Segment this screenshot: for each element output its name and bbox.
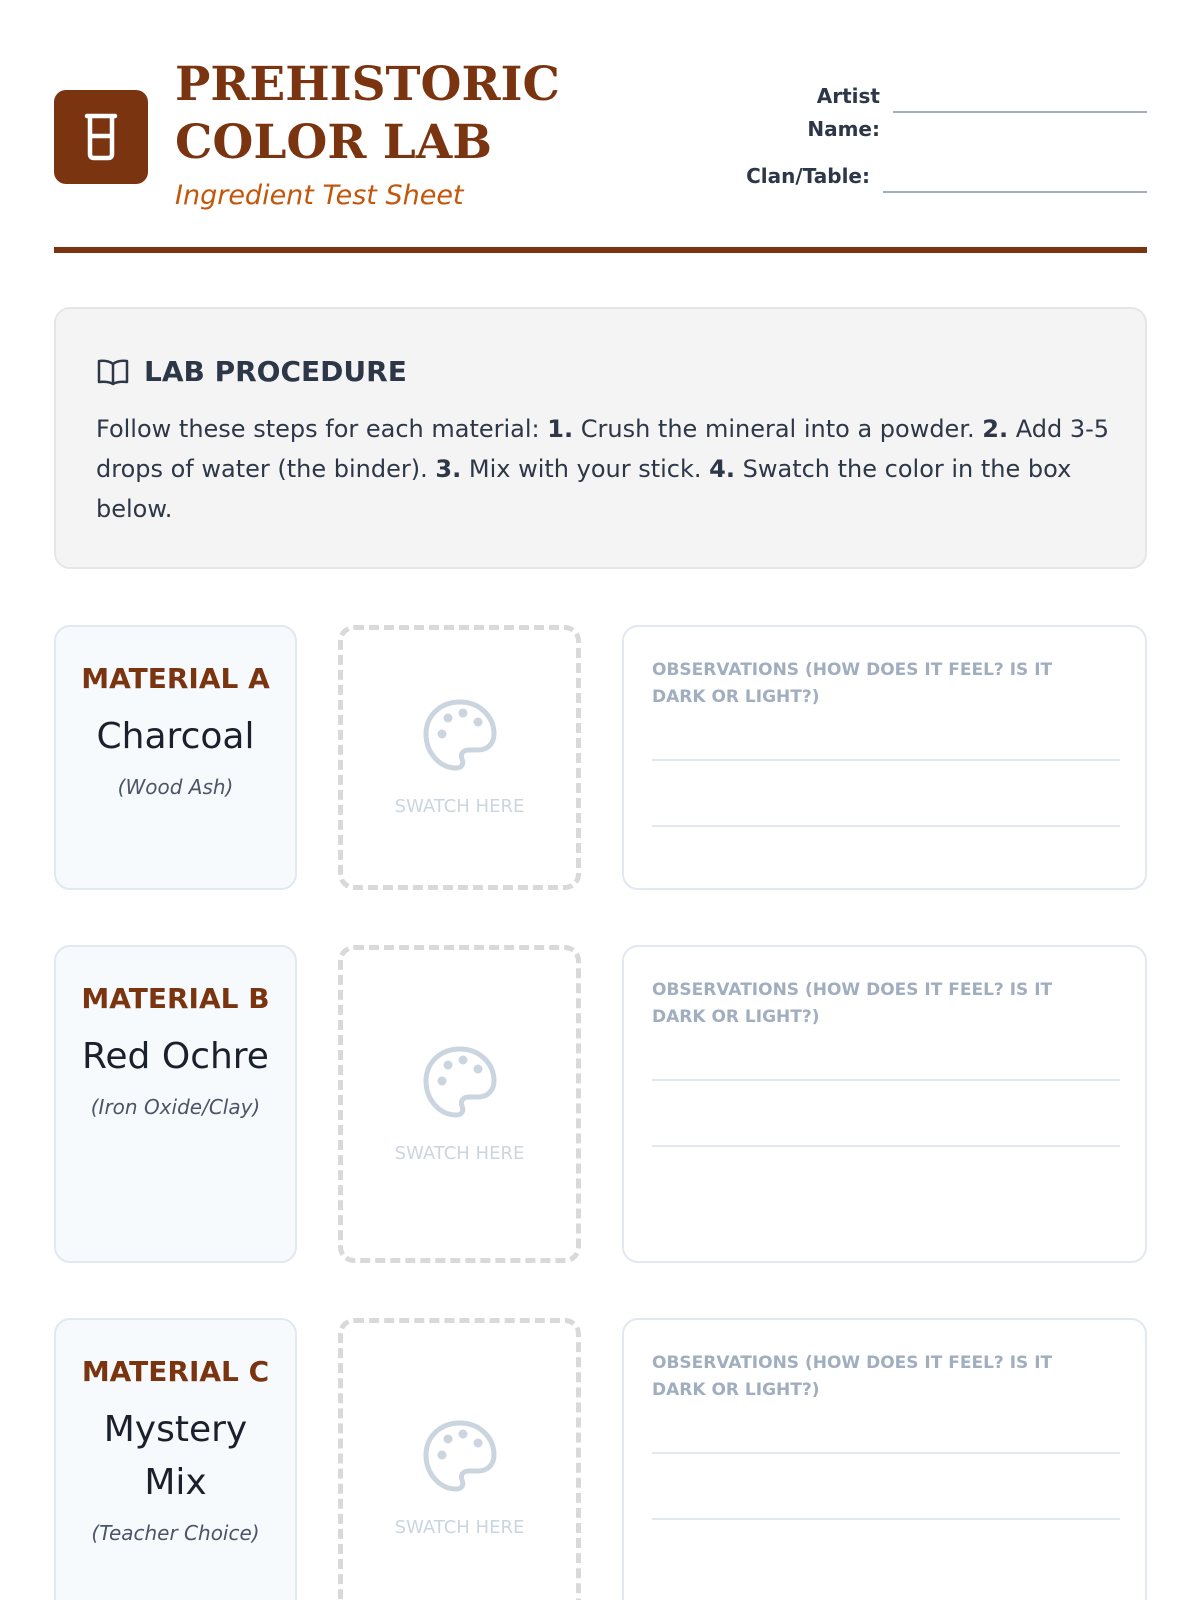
step-text: Add 3-5 drops of water (the binder).: [96, 415, 1110, 483]
swatch-box-b[interactable]: [338, 945, 581, 1263]
writing-line[interactable]: [652, 1452, 1120, 1454]
step-number: 1.: [547, 415, 574, 443]
material-source: (Iron Oxide/Clay): [90, 1095, 261, 1119]
book-icon: [96, 358, 130, 386]
material-id: MATERIAL C: [81, 1355, 270, 1388]
observations-box-c[interactable]: [622, 1318, 1147, 1600]
page-subtitle: Ingredient Test Sheet: [175, 180, 464, 211]
material-name: Charcoal: [96, 716, 255, 757]
swatch-box-a[interactable]: [338, 625, 581, 890]
material-card-c: [54, 1318, 297, 1600]
material-id: MATERIAL A: [81, 662, 270, 695]
clan-table-field[interactable]: [883, 191, 1147, 193]
page-title: PREHISTORIC COLOR LAB: [175, 57, 560, 170]
artist-name-label: Artist Name:: [807, 84, 880, 141]
swatch-box-c[interactable]: [338, 1318, 581, 1600]
step-number: 4.: [709, 455, 735, 483]
step-number: 2.: [982, 415, 1009, 443]
clan-table-label: Clan/Table:: [746, 164, 870, 188]
observations-label: OBSERVATIONS (HOW DOES IT FEEL? IS IT DARK OR LIGHT?): [652, 660, 1053, 707]
material-card-a: [54, 625, 297, 890]
swatch-label: SWATCH HERE: [394, 1516, 525, 1538]
writing-line[interactable]: [652, 759, 1120, 761]
step-text: Mix with your stick.: [468, 455, 702, 483]
material-id: MATERIAL B: [81, 982, 270, 1015]
material-name: Red Ochre: [82, 1036, 269, 1077]
artist-name-field[interactable]: [893, 111, 1147, 113]
palette-icon: [422, 1419, 498, 1493]
procedure-title: LAB PROCEDURE: [144, 355, 407, 388]
writing-line[interactable]: [652, 1079, 1120, 1081]
observations-label: OBSERVATIONS (HOW DOES IT FEEL? IS IT DARK OR LIGHT?): [652, 1353, 1053, 1400]
writing-line[interactable]: [652, 1518, 1120, 1520]
palette-icon: [422, 1045, 498, 1119]
material-source: (Wood Ash): [117, 775, 234, 799]
procedure-box: [54, 307, 1147, 569]
writing-line[interactable]: [652, 1145, 1120, 1147]
step-text: Crush the mineral into a powder.: [580, 415, 975, 443]
beaker-icon: [81, 112, 121, 162]
step-text: Swatch the color in the box below.: [96, 455, 1072, 523]
observations-box-a[interactable]: [622, 625, 1147, 890]
palette-icon: [422, 698, 498, 772]
material-card-b: [54, 945, 297, 1263]
procedure-heading: [96, 355, 407, 388]
observations-label: OBSERVATIONS (HOW DOES IT FEEL? IS IT DARK OR LIGHT?): [652, 980, 1053, 1027]
material-source: (Teacher Choice): [91, 1521, 260, 1545]
procedure-intro: Follow these steps for each material:: [96, 415, 540, 443]
logo-badge: [54, 90, 148, 184]
observations-box-b[interactable]: [622, 945, 1147, 1263]
writing-line[interactable]: [652, 825, 1120, 827]
material-name: Mystery Mix: [103, 1409, 248, 1503]
swatch-label: SWATCH HERE: [394, 796, 525, 817]
swatch-label: SWATCH HERE: [394, 1142, 525, 1164]
header-divider: [54, 247, 1147, 253]
procedure-text: [96, 409, 1111, 529]
step-number: 3.: [435, 455, 462, 483]
